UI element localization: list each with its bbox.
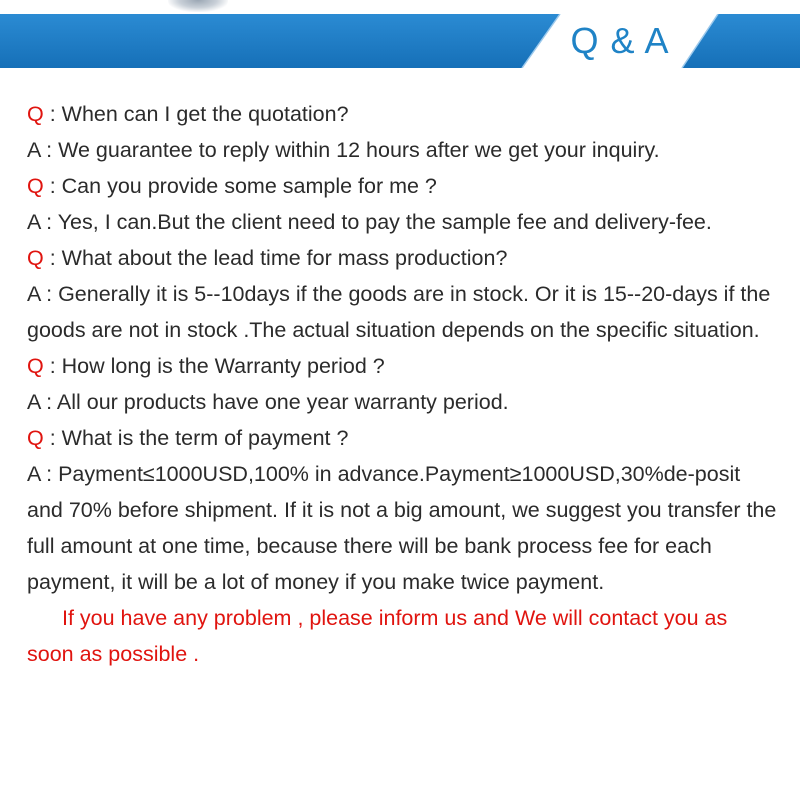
question-text: : Can you provide some sample for me ?	[43, 174, 437, 198]
answer-text: : Payment≤1000USD,100% in advance.Payment≥1000USD,30%de-posit and 70% before shipment. If it is not a big amount, we suggest you transfer the full amount at one time, because there will be bank process fee for each payment, it will be a lot of money if you make twice payment.	[27, 462, 777, 594]
question-text: : How long is the Warranty period ?	[43, 354, 385, 378]
answer-text: : We guarantee to reply within 12 hours after we get your inquiry.	[40, 138, 660, 162]
answer-prefix: A	[27, 462, 41, 486]
faq-list	[27, 96, 779, 672]
question-prefix: Q	[27, 246, 44, 270]
answer-text: : Yes, I can.But the client need to pay the sample fee and delivery-fee.	[40, 210, 712, 234]
answer-prefix: A	[27, 210, 41, 234]
faq-question	[27, 420, 779, 456]
faq-answer	[27, 132, 779, 168]
faq-question	[27, 348, 779, 384]
top-decoration	[168, 0, 228, 12]
contact-note: If you have any problem , please inform us and We will contact you as soon as possible .	[27, 606, 728, 666]
faq-answer	[27, 276, 779, 348]
question-text: : What is the term of payment ?	[43, 426, 349, 450]
answer-text: : Generally it is 5--10days if the goods are in stock. Or it is 15--20-days if the goods are not in stock .The actual situation depends on the specific situation.	[27, 282, 771, 342]
question-prefix: Q	[27, 354, 44, 378]
faq-answer	[27, 456, 779, 600]
faq-answer	[27, 204, 779, 240]
faq-question	[27, 240, 779, 276]
banner-title: Q & A	[570, 20, 670, 61]
answer-prefix: A	[27, 138, 41, 162]
answer-text: : All our products have one year warranty period.	[40, 390, 509, 414]
question-prefix: Q	[27, 174, 44, 198]
question-prefix: Q	[27, 426, 44, 450]
faq-question	[27, 168, 779, 204]
answer-prefix: A	[27, 282, 41, 306]
faq-question	[27, 96, 779, 132]
faq-answer	[27, 384, 779, 420]
question-text: : What about the lead time for mass production?	[43, 246, 508, 270]
question-prefix: Q	[27, 102, 44, 126]
question-text: : When can I get the quotation?	[43, 102, 349, 126]
answer-prefix: A	[27, 390, 41, 414]
